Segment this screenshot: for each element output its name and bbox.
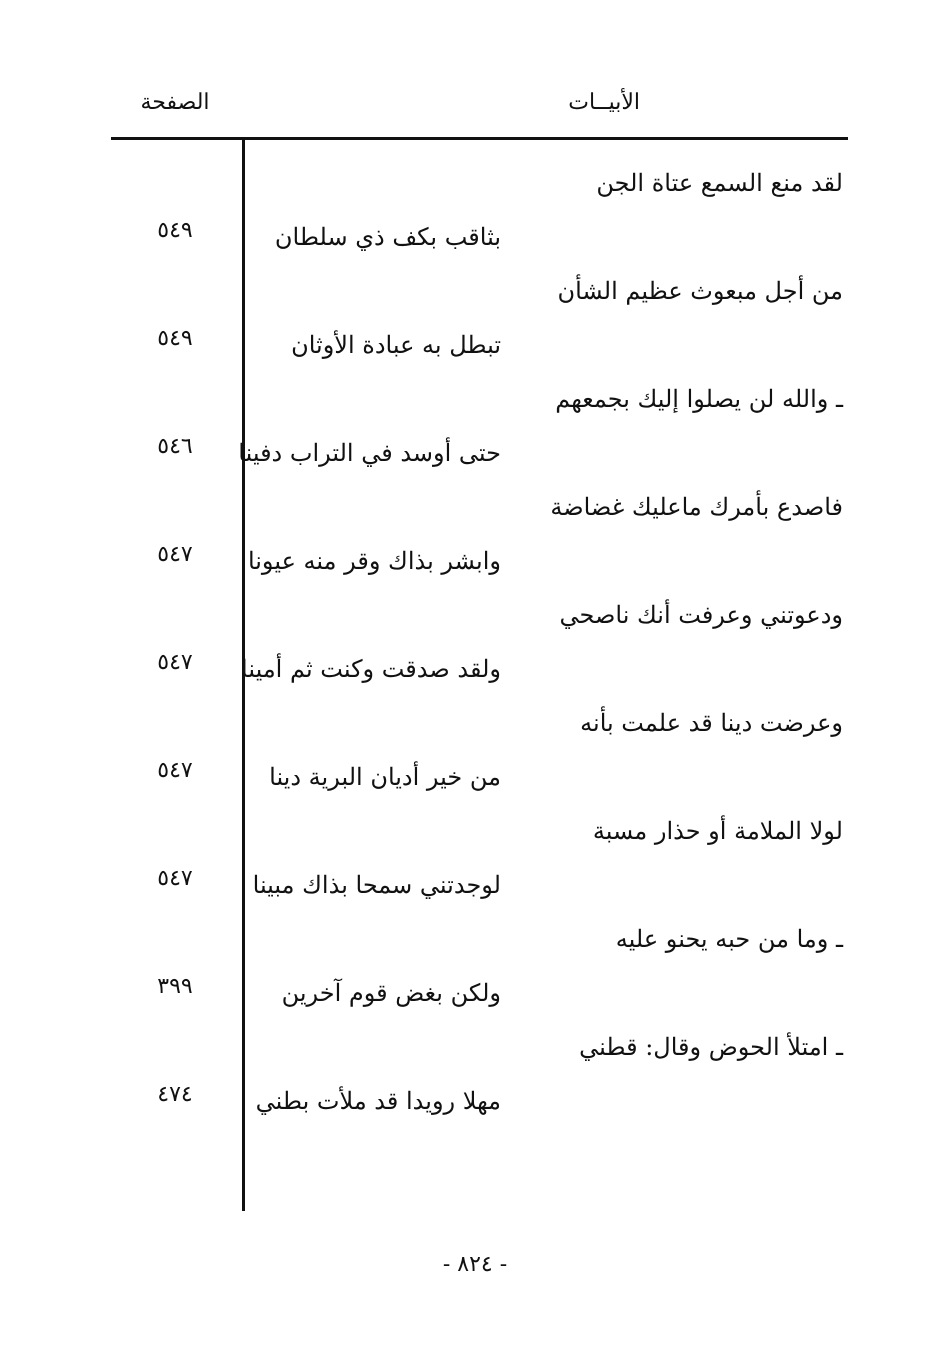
verse-second-hemistich: من خير أديان البرية دينا (269, 763, 501, 791)
page-reference: ٥٤٧ (157, 542, 193, 567)
verse-first-hemistich: من أجل مبعوث عظيم الشأن (557, 277, 843, 305)
verse-entry (0, 595, 951, 703)
page-reference: ٥٤٧ (157, 650, 193, 675)
verse-first-hemistich: ـ امتلأ الحوض وقال: قطني (579, 1033, 843, 1061)
verse-entry (0, 379, 951, 487)
verse-first-hemistich: ـ والله لن يصلوا إليك بجمعهم (555, 385, 843, 413)
page-reference: ٥٤٧ (157, 866, 193, 891)
verse-entry (0, 919, 951, 1027)
verse-entry (0, 1027, 951, 1135)
verse-entry (0, 163, 951, 271)
verse-second-hemistich: حتى أوسد في التراب دفينا (238, 439, 501, 467)
page-reference: ٥٤٧ (157, 758, 193, 783)
verse-entry (0, 271, 951, 379)
page-column-header: الصفحة (140, 90, 210, 115)
verse-second-hemistich: وابشر بذاك وقر منه عيونا (247, 547, 501, 575)
page-reference: ٥٤٩ (157, 326, 193, 351)
verses-column-header: الأبيــات (568, 90, 640, 115)
verse-second-hemistich: لوجدتني سمحا بذاك مبينا (252, 871, 501, 899)
verse-second-hemistich: مهلا رويدا قد ملأت بطني (255, 1087, 501, 1115)
page-reference: ٤٧٤ (157, 1082, 193, 1107)
verse-second-hemistich: بثاقب بكف ذي سلطان (274, 223, 501, 251)
verse-entry (0, 487, 951, 595)
verse-first-hemistich: وعرضت دينا قد علمت بأنه (580, 709, 843, 737)
verse-first-hemistich: فاصدع بأمرك ماعليك غضاضة (550, 493, 843, 521)
verse-entry (0, 811, 951, 919)
verse-first-hemistich: ودعوتني وعرفت أنك ناصحي (559, 601, 843, 629)
verse-first-hemistich: ـ وما من حبه يحنو عليه (615, 925, 843, 953)
page-reference: ٥٤٦ (157, 434, 193, 459)
page-reference: ٥٤٩ (157, 218, 193, 243)
verse-entry (0, 703, 951, 811)
verse-first-hemistich: لولا الملامة أو حذار مسبة (592, 817, 843, 845)
page-number: - ٨٢٤ - (442, 1252, 508, 1277)
verse-first-hemistich: لقد منع السمع عتاة الجن (596, 169, 843, 197)
verse-second-hemistich: ولكن بغض قوم آخرين (281, 979, 501, 1007)
page-reference: ٣٩٩ (157, 974, 193, 999)
verse-second-hemistich: تبطل به عبادة الأوثان (291, 331, 501, 359)
verse-second-hemistich: ولقد صدقت وكنت ثم أمينا (241, 655, 501, 683)
